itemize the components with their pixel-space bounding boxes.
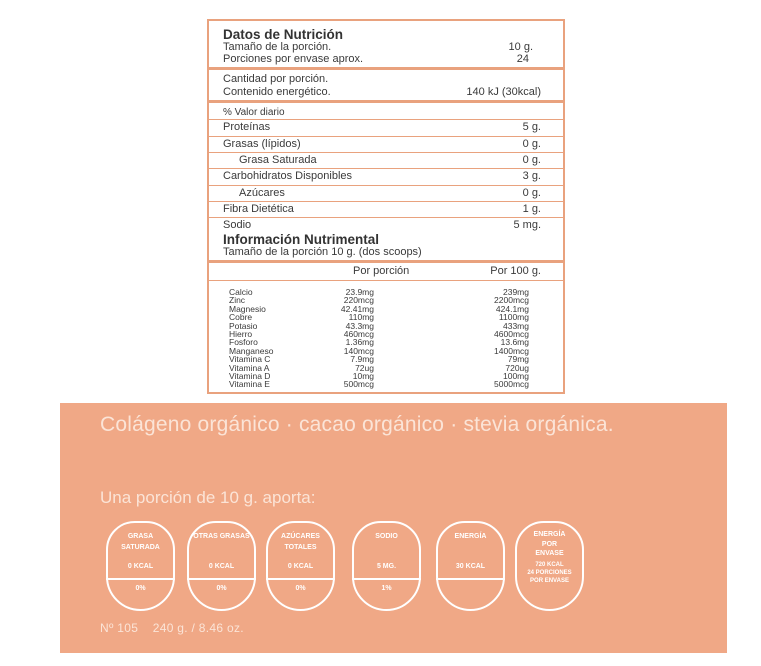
per-100g-value: 100mg [503,371,529,381]
nutrient-value: 3 g. [522,170,541,182]
nutrient-value: 5 mg. [513,219,541,231]
serving-size-label: Tamaño de la porción. [223,41,332,53]
servings-row [223,53,541,66]
nutrient-label: Carbohidratos Disponibles [223,170,353,182]
per-portion-value: 23.9mg [345,287,374,297]
divider [209,260,563,263]
per-portion-value: 72ug [355,362,374,373]
table-row [229,364,529,372]
servings-label: Porciones por envase aprox. [223,53,364,65]
divider [209,217,563,218]
badge-saturated-fat [106,521,175,611]
col-portion-header: Por porción [353,265,410,277]
badge-value: 720 KCAL [535,562,564,568]
table-row [229,305,529,313]
badge-label: SODIO [375,533,398,540]
daily-value-label: % Valor diario [223,107,285,118]
mineral-name: Fosforo [229,337,258,348]
table-row [229,347,529,355]
mineral-name: Vitamina D [229,371,271,381]
nutrient-row-carbs [223,170,541,183]
nutrient-row-fiber [223,203,541,216]
badge-divider [352,578,421,580]
per-100g-value: 720ug [505,362,529,373]
badge-value: 0 KCAL [208,563,235,570]
badge-label: AZÚCARES TOTALES [281,533,320,551]
table-row [229,380,529,388]
badge-divider [266,578,335,580]
badge-value: 0 KCAL [287,563,314,570]
serving-size-value: 10 g. [508,41,533,53]
badge-label: GRASA SATURADA [121,533,160,551]
divider [209,119,563,120]
badge-percent: 1% [381,585,392,592]
badge-energy-per-pack [515,521,584,611]
table-row [229,322,529,330]
divider [209,100,563,103]
per-100g-value: 239mg [503,287,529,297]
nutrient-label: Sodio [223,219,252,231]
badge-value: 30 KCAL [455,563,486,570]
badge-energy [436,521,505,611]
mineral-name: Cobre [229,312,253,323]
per-100g-value: 433mg [503,320,529,331]
badge-sodium [352,521,421,611]
per-portion-value: 110mg [348,312,374,323]
per-100g-value: 13.6mg [500,337,529,348]
nutrient-value: 1 g. [522,203,541,215]
nutrient-value: 0 g. [522,187,541,199]
nutrition-title: Datos de Nutrición [223,27,344,42]
badge-percent: 0% [216,585,227,592]
nutrition-panel [207,19,565,394]
nutrient-label: Grasa Saturada [239,154,317,166]
per-portion-value: 10mg [352,371,374,381]
divider [209,168,563,169]
energy-value: 140 kJ (30kcal) [466,86,541,98]
badge-value: POR ENVASE [530,578,569,584]
badge-divider [106,578,175,580]
badge-label: ENERGÍA POR ENVASE [533,531,566,557]
nutrient-row-sugars [239,187,541,200]
servings-value: 24 [516,53,529,65]
per-100g-value: 1400mcg [494,345,529,356]
table-row [229,288,529,296]
mineral-name: Hierro [229,329,253,339]
table-row [229,313,529,321]
badge-divider [187,578,256,580]
per-portion-value: 1.36mg [345,337,374,348]
nutrient-label: Azúcares [239,187,285,199]
nutrient-value: 0 g. [522,138,541,150]
portion-statement: Una porción de 10 g. aporta: [100,488,316,507]
per-portion-value: 42.41mg [340,303,374,314]
col-100g-header: Por 100 g. [490,265,541,277]
mineral-name: Magnesio [229,303,266,314]
table-row [229,296,529,304]
mineral-name: Manganeso [229,345,274,356]
energy-row [223,86,541,99]
divider [209,67,563,70]
mineral-name: Zinc [229,295,246,306]
per-100g-value: 5000mcg [494,379,529,390]
nutrimental-serving: Tamaño de la porción 10 g. (dos scoops) [223,246,422,258]
table-row [229,330,529,338]
table-row [229,338,529,346]
divider [209,152,563,153]
nutrient-row-fat [223,138,541,151]
badge-divider [436,578,505,580]
per-portion-value: 500mcg [343,379,374,390]
nutrient-row-sodium [223,219,541,232]
nutrient-label: Fibra Dietética [223,203,294,215]
badge-label: OTRAS GRASAS [193,533,250,540]
nutrient-value: 0 g. [522,154,541,166]
per-100g-value: 2200mcg [494,295,529,306]
badge-value: 0 KCAL [127,563,154,570]
badge-value: 24 PORCIONES [527,570,572,576]
per-100g-value: 424.1mg [495,303,529,314]
per-portion-value: 43.3mg [345,320,374,331]
mineral-name: Vitamina E [229,379,270,390]
badge-percent: 0% [295,585,306,592]
divider [209,136,563,137]
per-100g-value: 1100mg [498,312,529,323]
mineral-name: Calcio [229,287,253,297]
nutrient-value: 5 g. [522,121,541,133]
nutrient-row-protein [223,121,541,134]
mineral-name: Potasio [229,320,258,331]
mineral-name: Vitamina A [229,362,270,373]
nutrient-row-saturated-fat [239,154,541,167]
nutrient-label: Proteínas [223,121,271,133]
table-row [229,372,529,380]
nutrient-label: Grasas (lípidos) [223,138,301,150]
divider [209,185,563,186]
per-100g-value: 4600mcg [494,329,529,339]
badge-percent: 0% [135,585,146,592]
mineral-name: Vitamina C [229,354,271,365]
ingredients-tagline: Colágeno orgánico · cacao orgánico · stevia orgánica. [100,413,614,436]
front-label-panel [60,403,727,653]
per-portion-value: 140mcg [343,345,374,356]
divider [209,280,563,281]
energy-label: Contenido energético. [223,86,331,98]
per-portion-value: 460mcg [343,329,374,339]
product-footer: Nº 105 240 g. / 8.46 oz. [100,621,244,635]
per-100g-value: 79mg [507,354,529,365]
amount-label: Cantidad por porción. [223,73,329,85]
badge-other-fats [187,521,256,611]
nutrimental-title: Información Nutrimental [223,232,380,247]
badge-value-group [517,561,582,585]
per-portion-value: 7.9mg [350,354,374,365]
badge-total-sugars [266,521,335,611]
per-portion-value: 220mcg [343,295,374,306]
table-row [229,355,529,363]
badge-label: ENERGÍA [454,533,487,540]
badge-value: 5 MG. [376,563,397,570]
divider [209,201,563,202]
